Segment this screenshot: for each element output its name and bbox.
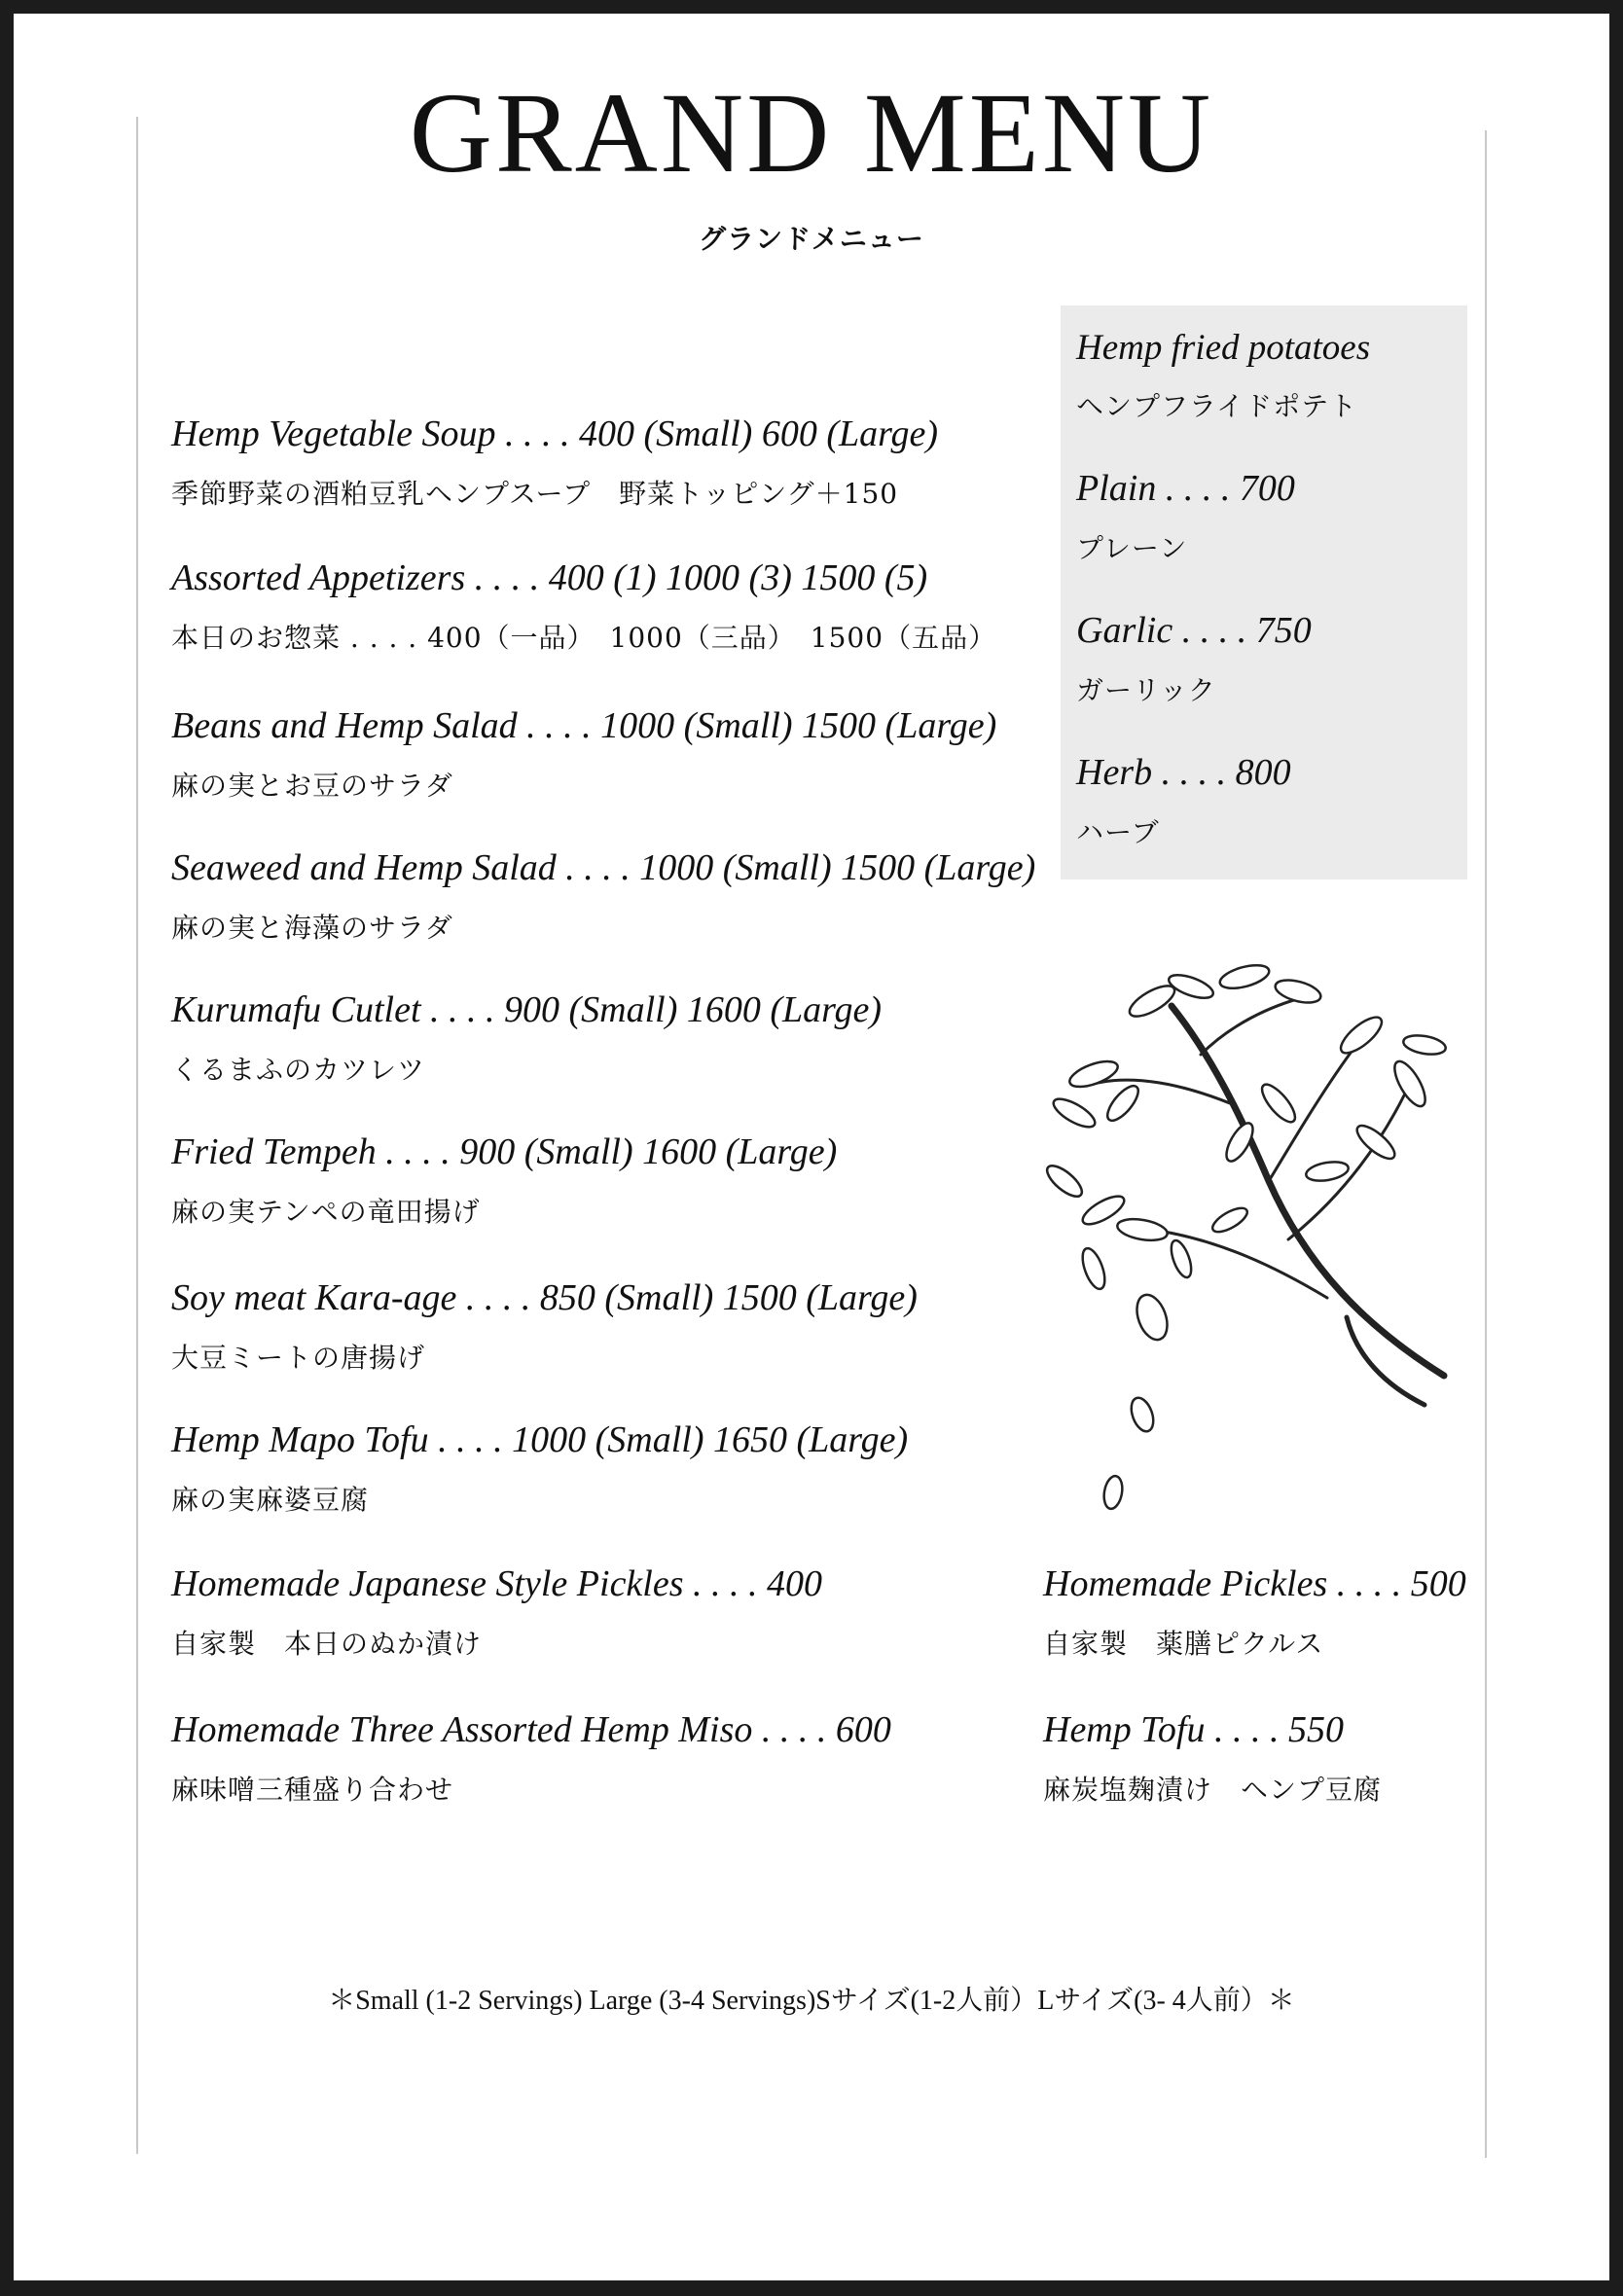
menu-item-jp: 自家製 本日のぬか漬け (171, 1627, 483, 1660)
menu-item-name: Hemp Vegetable Soup . . . . 400 (Small) 600 (Large) (171, 413, 939, 454)
menu-item-jp: 麻炭塩麹漬け ヘンプ豆腐 (1043, 1773, 1383, 1806)
menu-item-name: Homemade Pickles . . . . 500 (1043, 1563, 1466, 1604)
menu-item-name: Soy meat Kara-age . . . . 850 (Small) 1500 (Large) (171, 1277, 918, 1318)
box-item (1076, 469, 1295, 566)
menu-item-name: Hemp Tofu . . . . 550 (1043, 1709, 1344, 1750)
menu-page (14, 14, 1609, 2280)
menu-item (171, 848, 1035, 946)
box-item-name: Plain . . . . 700 (1076, 468, 1295, 509)
menu-item-jp: 麻の実と海藻のサラダ (171, 911, 453, 944)
menu-item-name: Beans and Hemp Salad . . . . 1000 (Small) 1500 (Large) (171, 705, 997, 746)
box-subtitle: ヘンプフライドポテト (1076, 390, 1358, 422)
menu-item-jp: 季節野菜の酒粕豆乳ヘンプスープ 野菜トッピング＋150 (171, 477, 899, 510)
menu-item-jp: くるまふのカツレツ (171, 1053, 426, 1086)
menu-item-jp: 本日のお惣菜 . . . . 400（一品） 1000（三品） 1500（五品） (171, 621, 997, 654)
box-item (1076, 753, 1291, 850)
menu-item-jp: 麻の実麻婆豆腐 (171, 1483, 370, 1516)
menu-item-name: Seaweed and Hemp Salad . . . . 1000 (Small) 1500 (Large) (171, 847, 1036, 888)
menu-item-name: Fried Tempeh . . . . 900 (Small) 1600 (Large) (171, 1131, 838, 1172)
menu-item-jp: 麻の実テンペの竜田揚げ (171, 1195, 481, 1228)
menu-item-name: Hemp Mapo Tofu . . . . 1000 (Small) 1650 (Large) (171, 1419, 909, 1460)
box-title: Hemp fried potatoes (1076, 328, 1371, 368)
box-item-name: Herb . . . . 800 (1076, 752, 1291, 793)
fried-potatoes-box (1061, 305, 1467, 879)
menu-item (1043, 1710, 1382, 1808)
menu-item (171, 990, 882, 1088)
menu-item-name: Homemade Japanese Style Pickles . . . . 400 (171, 1563, 823, 1604)
menu-item (171, 1278, 918, 1376)
box-item (1076, 611, 1312, 708)
box-item-jp: ガーリック (1076, 673, 1216, 706)
menu-item-name: Assorted Appetizers . . . . 400 (1) 1000 (3) 1500 (5) (171, 557, 928, 598)
page-subtitle: グランドメニュー (699, 223, 924, 255)
menu-item (171, 1420, 908, 1518)
box-item-jp: ハーブ (1076, 815, 1160, 848)
menu-item-jp: 麻の実とお豆のサラダ (171, 769, 453, 802)
menu-item (171, 558, 996, 656)
menu-item (171, 1132, 837, 1230)
box-item-jp: プレーン (1076, 531, 1188, 564)
serving-size-footnote: ＊Small (1-2 Servings) Large (3-4 Servings)Sサイズ(1-2人前）Lサイズ(3- 4人前）＊ (328, 1986, 1295, 2016)
menu-item-name: Kurumafu Cutlet . . . . 900 (Small) 1600 (Large) (171, 989, 883, 1030)
menu-item (1043, 1564, 1466, 1662)
menu-item (171, 414, 938, 512)
right-border-line (1485, 130, 1487, 2158)
menu-item-name: Homemade Three Assorted Hemp Miso . . . . 600 (171, 1709, 891, 1750)
menu-item (171, 1564, 822, 1662)
box-item-name: Garlic . . . . 750 (1076, 610, 1312, 651)
menu-item-jp: 麻味噌三種盛り合わせ (171, 1773, 454, 1806)
left-border-line (136, 117, 138, 2154)
menu-item (171, 1710, 891, 1808)
menu-item (171, 706, 996, 804)
menu-item-jp: 大豆ミートの唐揚げ (171, 1341, 426, 1374)
hemp-branch-icon (1035, 948, 1473, 1531)
menu-item-jp: 自家製 薬膳ピクルス (1043, 1627, 1324, 1660)
page-title: GRAND MENU (409, 69, 1214, 197)
